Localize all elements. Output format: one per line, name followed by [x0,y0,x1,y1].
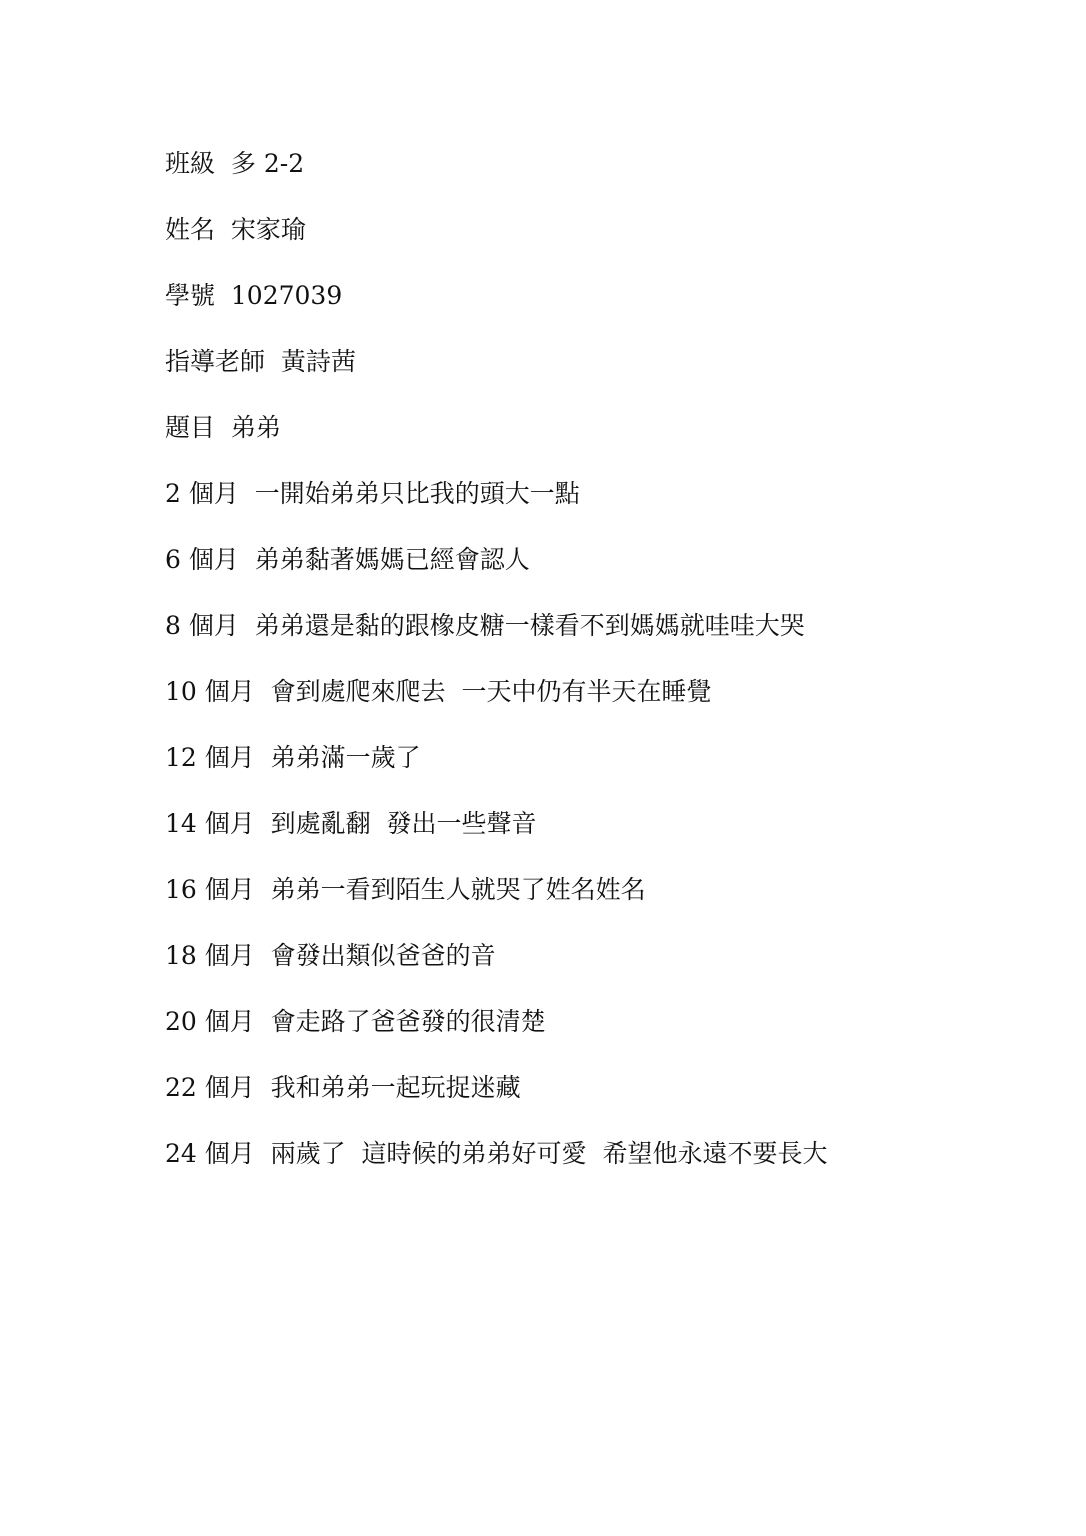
class-line: 班級 多 2-2 [165,149,305,178]
document-body [165,144,1045,1200]
month-entry: 6 個月 弟弟黏著媽媽已經會認人 [165,545,530,574]
month-entry: 14 個月 到處亂翻 發出一些聲音 [165,809,537,838]
month-entry: 10 個月 會到處爬來爬去 一天中仍有半天在睡覺 [165,677,712,706]
name-line: 姓名 宋家瑜 [165,215,306,244]
advisor-line: 指導老師 黃詩茜 [165,347,356,376]
month-entry: 24 個月 兩歲了 這時候的弟弟好可愛 希望他永遠不要長大 [165,1139,828,1168]
month-entry: 8 個月 弟弟還是黏的跟橡皮糖一樣看不到媽媽就哇哇大哭 [165,611,805,640]
month-entry: 16 個月 弟弟一看到陌生人就哭了姓名姓名 [165,875,646,904]
student-id-line: 學號 1027039 [165,281,343,310]
title-line: 題目 弟弟 [165,413,281,442]
month-entry: 18 個月 會發出類似爸爸的音 [165,941,496,970]
month-entry: 2 個月 一開始弟弟只比我的頭大一點 [165,479,580,508]
month-entry: 12 個月 弟弟滿一歲了 [165,743,421,772]
month-entry: 22 個月 我和弟弟一起玩捉迷藏 [165,1073,521,1102]
month-entry: 20 個月 會走路了爸爸發的很清楚 [165,1007,546,1036]
